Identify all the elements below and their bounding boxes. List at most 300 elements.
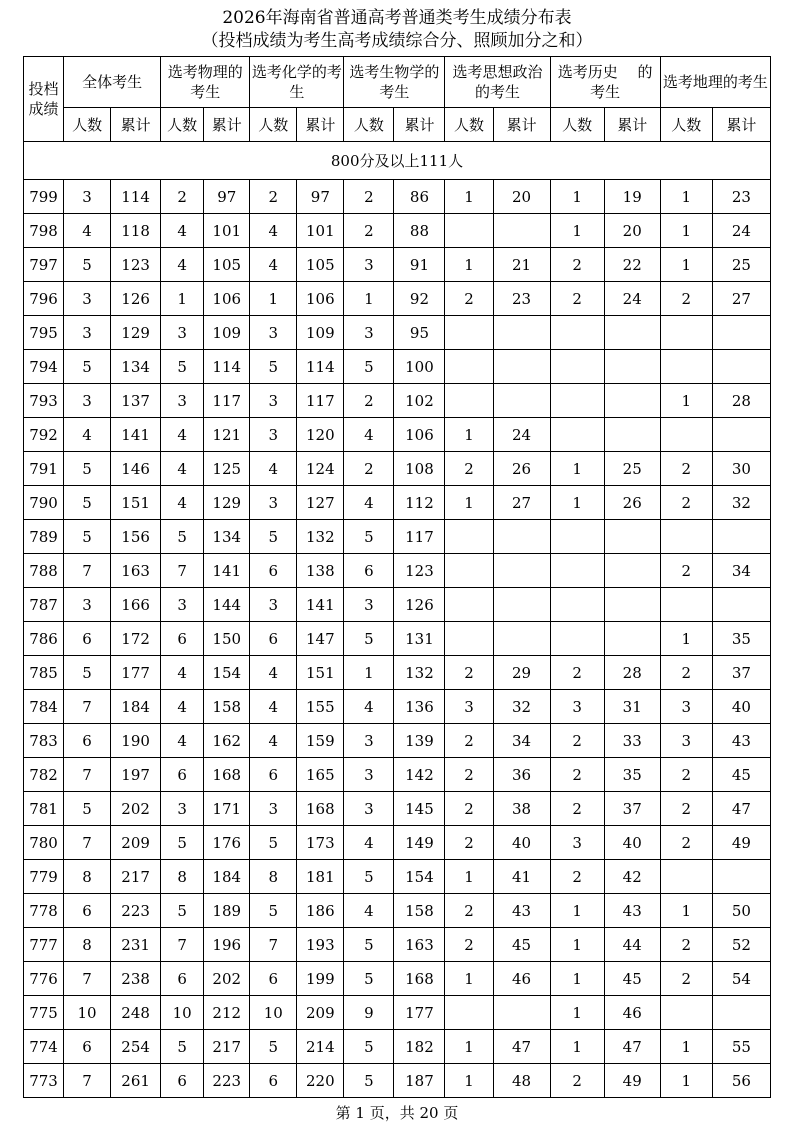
count-cell: 1 bbox=[660, 1064, 712, 1098]
cumulative-cell: 123 bbox=[394, 554, 445, 588]
cumulative-cell bbox=[712, 520, 770, 554]
count-cell: 4 bbox=[344, 418, 394, 452]
count-cell: 2 bbox=[445, 656, 493, 690]
cumulative-header: 累计 bbox=[204, 108, 250, 142]
cumulative-cell: 100 bbox=[394, 350, 445, 384]
count-cell bbox=[550, 384, 604, 418]
score-cell: 790 bbox=[24, 486, 64, 520]
count-cell: 2 bbox=[250, 180, 297, 214]
count-cell: 6 bbox=[161, 962, 204, 996]
count-cell: 6 bbox=[64, 622, 111, 656]
count-cell: 2 bbox=[660, 554, 712, 588]
count-cell bbox=[445, 350, 493, 384]
count-cell bbox=[550, 622, 604, 656]
table-row bbox=[24, 1064, 771, 1098]
count-cell: 10 bbox=[64, 996, 111, 1030]
cumulative-cell: 134 bbox=[204, 520, 250, 554]
count-cell: 1 bbox=[344, 656, 394, 690]
count-cell bbox=[550, 418, 604, 452]
count-cell: 1 bbox=[445, 248, 493, 282]
cumulative-cell: 136 bbox=[394, 690, 445, 724]
count-cell: 4 bbox=[344, 894, 394, 928]
group-header: 全体考生 bbox=[64, 57, 161, 108]
cumulative-cell: 106 bbox=[297, 282, 344, 316]
count-cell: 2 bbox=[660, 826, 712, 860]
count-cell: 2 bbox=[445, 758, 493, 792]
cumulative-cell: 184 bbox=[111, 690, 161, 724]
count-cell: 5 bbox=[161, 826, 204, 860]
score-cell: 799 bbox=[24, 180, 64, 214]
count-cell bbox=[660, 520, 712, 554]
score-distribution-table bbox=[23, 56, 771, 1098]
cumulative-cell: 40 bbox=[604, 826, 660, 860]
count-cell: 4 bbox=[161, 248, 204, 282]
cumulative-cell: 40 bbox=[493, 826, 550, 860]
cumulative-cell: 154 bbox=[204, 656, 250, 690]
score-cell: 792 bbox=[24, 418, 64, 452]
table-row bbox=[24, 894, 771, 928]
cumulative-cell: 134 bbox=[111, 350, 161, 384]
count-cell: 4 bbox=[161, 418, 204, 452]
cumulative-cell: 45 bbox=[712, 758, 770, 792]
count-cell: 3 bbox=[161, 316, 204, 350]
group-header: 选考地理的考生 bbox=[660, 57, 770, 108]
count-header: 人数 bbox=[250, 108, 297, 142]
cumulative-cell: 91 bbox=[394, 248, 445, 282]
group-header: 选考历史 的考生 bbox=[550, 57, 660, 108]
score-cell: 785 bbox=[24, 656, 64, 690]
table-row bbox=[24, 622, 771, 656]
count-cell: 2 bbox=[660, 656, 712, 690]
table-row bbox=[24, 554, 771, 588]
score-cell: 777 bbox=[24, 928, 64, 962]
score-cell: 791 bbox=[24, 452, 64, 486]
cumulative-cell: 176 bbox=[204, 826, 250, 860]
count-cell bbox=[660, 418, 712, 452]
table-row bbox=[24, 860, 771, 894]
cumulative-cell: 137 bbox=[111, 384, 161, 418]
cumulative-cell: 46 bbox=[604, 996, 660, 1030]
table-row bbox=[24, 1030, 771, 1064]
cumulative-cell: 141 bbox=[111, 418, 161, 452]
cumulative-cell: 28 bbox=[712, 384, 770, 418]
count-cell: 1 bbox=[161, 282, 204, 316]
count-cell bbox=[445, 622, 493, 656]
cumulative-cell: 151 bbox=[111, 486, 161, 520]
cumulative-cell: 120 bbox=[297, 418, 344, 452]
group-header: 选考化学的考生 bbox=[250, 57, 344, 108]
count-cell: 4 bbox=[64, 418, 111, 452]
count-cell: 1 bbox=[550, 214, 604, 248]
count-cell: 2 bbox=[445, 826, 493, 860]
table-row bbox=[24, 724, 771, 758]
cumulative-cell bbox=[604, 588, 660, 622]
count-cell: 2 bbox=[550, 656, 604, 690]
count-cell bbox=[660, 860, 712, 894]
cumulative-cell bbox=[493, 554, 550, 588]
count-cell: 2 bbox=[550, 860, 604, 894]
count-cell: 2 bbox=[660, 792, 712, 826]
cumulative-cell: 45 bbox=[604, 962, 660, 996]
cumulative-cell: 47 bbox=[604, 1030, 660, 1064]
count-cell: 2 bbox=[445, 724, 493, 758]
cumulative-cell: 24 bbox=[604, 282, 660, 316]
count-cell: 4 bbox=[344, 486, 394, 520]
cumulative-cell: 181 bbox=[297, 860, 344, 894]
count-cell: 3 bbox=[64, 588, 111, 622]
cumulative-cell: 199 bbox=[297, 962, 344, 996]
cumulative-header: 累计 bbox=[604, 108, 660, 142]
cumulative-cell bbox=[604, 418, 660, 452]
count-cell: 2 bbox=[660, 452, 712, 486]
count-cell bbox=[550, 316, 604, 350]
cumulative-cell: 141 bbox=[204, 554, 250, 588]
cumulative-cell: 142 bbox=[394, 758, 445, 792]
cumulative-cell: 238 bbox=[111, 962, 161, 996]
score-cell: 789 bbox=[24, 520, 64, 554]
count-cell: 2 bbox=[550, 724, 604, 758]
cumulative-cell: 32 bbox=[712, 486, 770, 520]
count-cell: 7 bbox=[64, 826, 111, 860]
table-row bbox=[24, 316, 771, 350]
cumulative-cell: 54 bbox=[712, 962, 770, 996]
count-cell bbox=[660, 996, 712, 1030]
cumulative-cell: 212 bbox=[204, 996, 250, 1030]
count-cell: 2 bbox=[161, 180, 204, 214]
count-cell: 7 bbox=[64, 1064, 111, 1098]
count-cell: 1 bbox=[445, 486, 493, 520]
cumulative-cell: 97 bbox=[204, 180, 250, 214]
cumulative-cell: 92 bbox=[394, 282, 445, 316]
cumulative-cell: 159 bbox=[297, 724, 344, 758]
cumulative-cell: 126 bbox=[111, 282, 161, 316]
cumulative-cell: 189 bbox=[204, 894, 250, 928]
score-cell: 786 bbox=[24, 622, 64, 656]
cumulative-cell: 19 bbox=[604, 180, 660, 214]
cumulative-cell bbox=[493, 520, 550, 554]
count-cell: 3 bbox=[550, 826, 604, 860]
cumulative-cell: 22 bbox=[604, 248, 660, 282]
table-row bbox=[24, 690, 771, 724]
cumulative-header: 累计 bbox=[493, 108, 550, 142]
count-cell: 3 bbox=[445, 690, 493, 724]
count-cell: 1 bbox=[660, 248, 712, 282]
score-band-summary: 800分及以上111人 bbox=[24, 142, 771, 180]
cumulative-cell: 20 bbox=[604, 214, 660, 248]
count-cell: 3 bbox=[161, 792, 204, 826]
cumulative-cell: 38 bbox=[493, 792, 550, 826]
cumulative-cell bbox=[493, 622, 550, 656]
cumulative-cell: 43 bbox=[712, 724, 770, 758]
count-cell: 10 bbox=[161, 996, 204, 1030]
count-cell: 1 bbox=[550, 486, 604, 520]
cumulative-cell: 190 bbox=[111, 724, 161, 758]
cumulative-cell: 124 bbox=[297, 452, 344, 486]
count-cell: 2 bbox=[550, 1064, 604, 1098]
table-row bbox=[24, 996, 771, 1030]
cumulative-cell: 172 bbox=[111, 622, 161, 656]
count-cell: 3 bbox=[250, 316, 297, 350]
count-cell: 3 bbox=[344, 248, 394, 282]
table-row bbox=[24, 792, 771, 826]
cumulative-cell: 123 bbox=[111, 248, 161, 282]
cumulative-cell: 114 bbox=[204, 350, 250, 384]
cumulative-cell bbox=[493, 350, 550, 384]
count-cell: 6 bbox=[64, 894, 111, 928]
count-cell: 5 bbox=[64, 486, 111, 520]
count-cell bbox=[660, 588, 712, 622]
count-cell: 1 bbox=[445, 1064, 493, 1098]
count-cell: 5 bbox=[64, 452, 111, 486]
group-header: 选考生物学的考生 bbox=[344, 57, 445, 108]
cumulative-cell: 34 bbox=[712, 554, 770, 588]
cumulative-cell: 163 bbox=[394, 928, 445, 962]
count-cell: 1 bbox=[550, 180, 604, 214]
score-cell: 776 bbox=[24, 962, 64, 996]
group-header: 选考思想政治的考生 bbox=[445, 57, 550, 108]
cumulative-cell: 32 bbox=[493, 690, 550, 724]
cumulative-cell: 139 bbox=[394, 724, 445, 758]
count-cell: 3 bbox=[64, 180, 111, 214]
cumulative-cell: 20 bbox=[493, 180, 550, 214]
count-cell: 2 bbox=[660, 928, 712, 962]
cumulative-cell: 24 bbox=[493, 418, 550, 452]
cumulative-cell: 37 bbox=[712, 656, 770, 690]
page-footer: 第 1 页，共 20 页 bbox=[335, 1104, 459, 1122]
count-cell: 1 bbox=[250, 282, 297, 316]
cumulative-cell: 187 bbox=[394, 1064, 445, 1098]
cumulative-cell: 31 bbox=[604, 690, 660, 724]
count-cell: 7 bbox=[64, 758, 111, 792]
count-cell: 2 bbox=[660, 962, 712, 996]
cumulative-cell: 173 bbox=[297, 826, 344, 860]
count-cell: 3 bbox=[344, 316, 394, 350]
cumulative-cell: 196 bbox=[204, 928, 250, 962]
cumulative-cell: 132 bbox=[394, 656, 445, 690]
cumulative-cell: 248 bbox=[111, 996, 161, 1030]
cumulative-cell bbox=[712, 860, 770, 894]
count-cell: 1 bbox=[660, 384, 712, 418]
count-cell: 5 bbox=[161, 894, 204, 928]
count-cell: 1 bbox=[445, 1030, 493, 1064]
count-cell: 5 bbox=[161, 350, 204, 384]
score-cell: 796 bbox=[24, 282, 64, 316]
count-cell: 3 bbox=[250, 384, 297, 418]
count-cell bbox=[445, 214, 493, 248]
cumulative-cell: 231 bbox=[111, 928, 161, 962]
cumulative-cell: 217 bbox=[111, 860, 161, 894]
cumulative-cell: 112 bbox=[394, 486, 445, 520]
cumulative-cell: 193 bbox=[297, 928, 344, 962]
cumulative-cell bbox=[493, 588, 550, 622]
count-cell: 2 bbox=[550, 248, 604, 282]
cumulative-cell: 23 bbox=[712, 180, 770, 214]
count-cell: 4 bbox=[161, 690, 204, 724]
count-cell: 7 bbox=[250, 928, 297, 962]
cumulative-cell: 24 bbox=[712, 214, 770, 248]
cumulative-cell: 149 bbox=[394, 826, 445, 860]
count-cell: 2 bbox=[445, 894, 493, 928]
count-cell: 5 bbox=[64, 520, 111, 554]
count-cell: 1 bbox=[660, 214, 712, 248]
cumulative-cell: 86 bbox=[394, 180, 445, 214]
count-cell: 5 bbox=[344, 860, 394, 894]
cumulative-cell: 25 bbox=[604, 452, 660, 486]
count-cell: 2 bbox=[344, 214, 394, 248]
count-cell: 5 bbox=[250, 520, 297, 554]
count-cell: 7 bbox=[64, 962, 111, 996]
cumulative-cell: 27 bbox=[712, 282, 770, 316]
cumulative-cell: 26 bbox=[493, 452, 550, 486]
cumulative-cell bbox=[493, 996, 550, 1030]
count-cell: 4 bbox=[161, 214, 204, 248]
cumulative-cell: 106 bbox=[204, 282, 250, 316]
cumulative-header: 累计 bbox=[297, 108, 344, 142]
count-cell: 4 bbox=[250, 656, 297, 690]
count-cell: 1 bbox=[550, 452, 604, 486]
count-cell: 2 bbox=[550, 282, 604, 316]
count-cell: 6 bbox=[250, 554, 297, 588]
cumulative-cell: 158 bbox=[394, 894, 445, 928]
cumulative-cell: 56 bbox=[712, 1064, 770, 1098]
count-cell: 5 bbox=[344, 962, 394, 996]
cumulative-cell: 254 bbox=[111, 1030, 161, 1064]
cumulative-cell: 186 bbox=[297, 894, 344, 928]
count-cell: 5 bbox=[161, 1030, 204, 1064]
cumulative-cell: 214 bbox=[297, 1030, 344, 1064]
cumulative-cell: 101 bbox=[204, 214, 250, 248]
count-cell: 1 bbox=[550, 962, 604, 996]
cumulative-cell: 41 bbox=[493, 860, 550, 894]
cumulative-cell: 106 bbox=[394, 418, 445, 452]
cumulative-cell bbox=[604, 554, 660, 588]
cumulative-cell: 162 bbox=[204, 724, 250, 758]
cumulative-cell: 114 bbox=[111, 180, 161, 214]
count-cell: 2 bbox=[660, 282, 712, 316]
count-cell: 5 bbox=[64, 248, 111, 282]
count-cell: 1 bbox=[445, 418, 493, 452]
cumulative-cell: 168 bbox=[204, 758, 250, 792]
cumulative-header: 累计 bbox=[111, 108, 161, 142]
cumulative-cell bbox=[604, 350, 660, 384]
table-row bbox=[24, 656, 771, 690]
count-header: 人数 bbox=[660, 108, 712, 142]
score-cell: 775 bbox=[24, 996, 64, 1030]
cumulative-cell bbox=[712, 588, 770, 622]
cumulative-cell bbox=[493, 384, 550, 418]
count-cell: 4 bbox=[250, 724, 297, 758]
count-cell bbox=[445, 520, 493, 554]
cumulative-cell: 223 bbox=[111, 894, 161, 928]
count-cell: 10 bbox=[250, 996, 297, 1030]
count-cell: 1 bbox=[550, 1030, 604, 1064]
count-cell: 2 bbox=[344, 384, 394, 418]
count-cell: 6 bbox=[161, 1064, 204, 1098]
count-cell: 3 bbox=[64, 282, 111, 316]
cumulative-cell: 43 bbox=[604, 894, 660, 928]
count-cell: 1 bbox=[445, 860, 493, 894]
cumulative-cell: 126 bbox=[394, 588, 445, 622]
cumulative-cell: 182 bbox=[394, 1030, 445, 1064]
count-cell: 6 bbox=[344, 554, 394, 588]
count-cell: 5 bbox=[64, 656, 111, 690]
cumulative-cell: 47 bbox=[493, 1030, 550, 1064]
count-cell: 1 bbox=[445, 180, 493, 214]
count-cell bbox=[445, 588, 493, 622]
cumulative-cell bbox=[712, 316, 770, 350]
count-header: 人数 bbox=[161, 108, 204, 142]
score-cell: 779 bbox=[24, 860, 64, 894]
count-cell: 6 bbox=[250, 962, 297, 996]
count-cell: 2 bbox=[660, 486, 712, 520]
table-row bbox=[24, 962, 771, 996]
cumulative-cell: 97 bbox=[297, 180, 344, 214]
count-cell: 2 bbox=[550, 792, 604, 826]
score-cell: 773 bbox=[24, 1064, 64, 1098]
count-cell: 4 bbox=[344, 826, 394, 860]
count-cell: 3 bbox=[344, 588, 394, 622]
score-cell: 783 bbox=[24, 724, 64, 758]
cumulative-cell: 50 bbox=[712, 894, 770, 928]
count-cell: 4 bbox=[161, 724, 204, 758]
cumulative-cell: 151 bbox=[297, 656, 344, 690]
count-cell: 3 bbox=[550, 690, 604, 724]
count-cell bbox=[445, 384, 493, 418]
cumulative-cell: 33 bbox=[604, 724, 660, 758]
cumulative-header: 累计 bbox=[712, 108, 770, 142]
count-cell: 6 bbox=[250, 758, 297, 792]
count-cell: 6 bbox=[250, 1064, 297, 1098]
cumulative-cell: 197 bbox=[111, 758, 161, 792]
cumulative-cell: 47 bbox=[712, 792, 770, 826]
cumulative-cell: 223 bbox=[204, 1064, 250, 1098]
cumulative-cell: 55 bbox=[712, 1030, 770, 1064]
count-cell: 2 bbox=[344, 452, 394, 486]
cumulative-cell: 118 bbox=[111, 214, 161, 248]
cumulative-cell: 154 bbox=[394, 860, 445, 894]
table-row bbox=[24, 826, 771, 860]
cumulative-cell: 171 bbox=[204, 792, 250, 826]
count-cell: 5 bbox=[64, 350, 111, 384]
cumulative-cell bbox=[604, 384, 660, 418]
cumulative-cell bbox=[604, 622, 660, 656]
count-cell: 4 bbox=[64, 214, 111, 248]
cumulative-cell: 127 bbox=[297, 486, 344, 520]
cumulative-cell: 163 bbox=[111, 554, 161, 588]
cumulative-cell: 49 bbox=[604, 1064, 660, 1098]
count-cell: 7 bbox=[161, 554, 204, 588]
cumulative-cell: 95 bbox=[394, 316, 445, 350]
count-cell: 3 bbox=[344, 724, 394, 758]
cumulative-cell bbox=[712, 996, 770, 1030]
count-cell: 8 bbox=[161, 860, 204, 894]
cumulative-cell bbox=[493, 214, 550, 248]
cumulative-cell bbox=[712, 350, 770, 384]
count-cell: 1 bbox=[550, 928, 604, 962]
score-cell: 794 bbox=[24, 350, 64, 384]
cumulative-cell: 202 bbox=[111, 792, 161, 826]
count-cell: 1 bbox=[550, 894, 604, 928]
page-subtitle: （投档成绩为考生高考成绩综合分、照顾加分之和） bbox=[201, 31, 593, 51]
cumulative-cell: 147 bbox=[297, 622, 344, 656]
count-cell: 5 bbox=[344, 622, 394, 656]
count-cell: 5 bbox=[64, 792, 111, 826]
cumulative-cell: 35 bbox=[712, 622, 770, 656]
count-cell: 8 bbox=[64, 860, 111, 894]
count-cell: 4 bbox=[250, 248, 297, 282]
score-cell: 787 bbox=[24, 588, 64, 622]
count-cell: 2 bbox=[445, 928, 493, 962]
